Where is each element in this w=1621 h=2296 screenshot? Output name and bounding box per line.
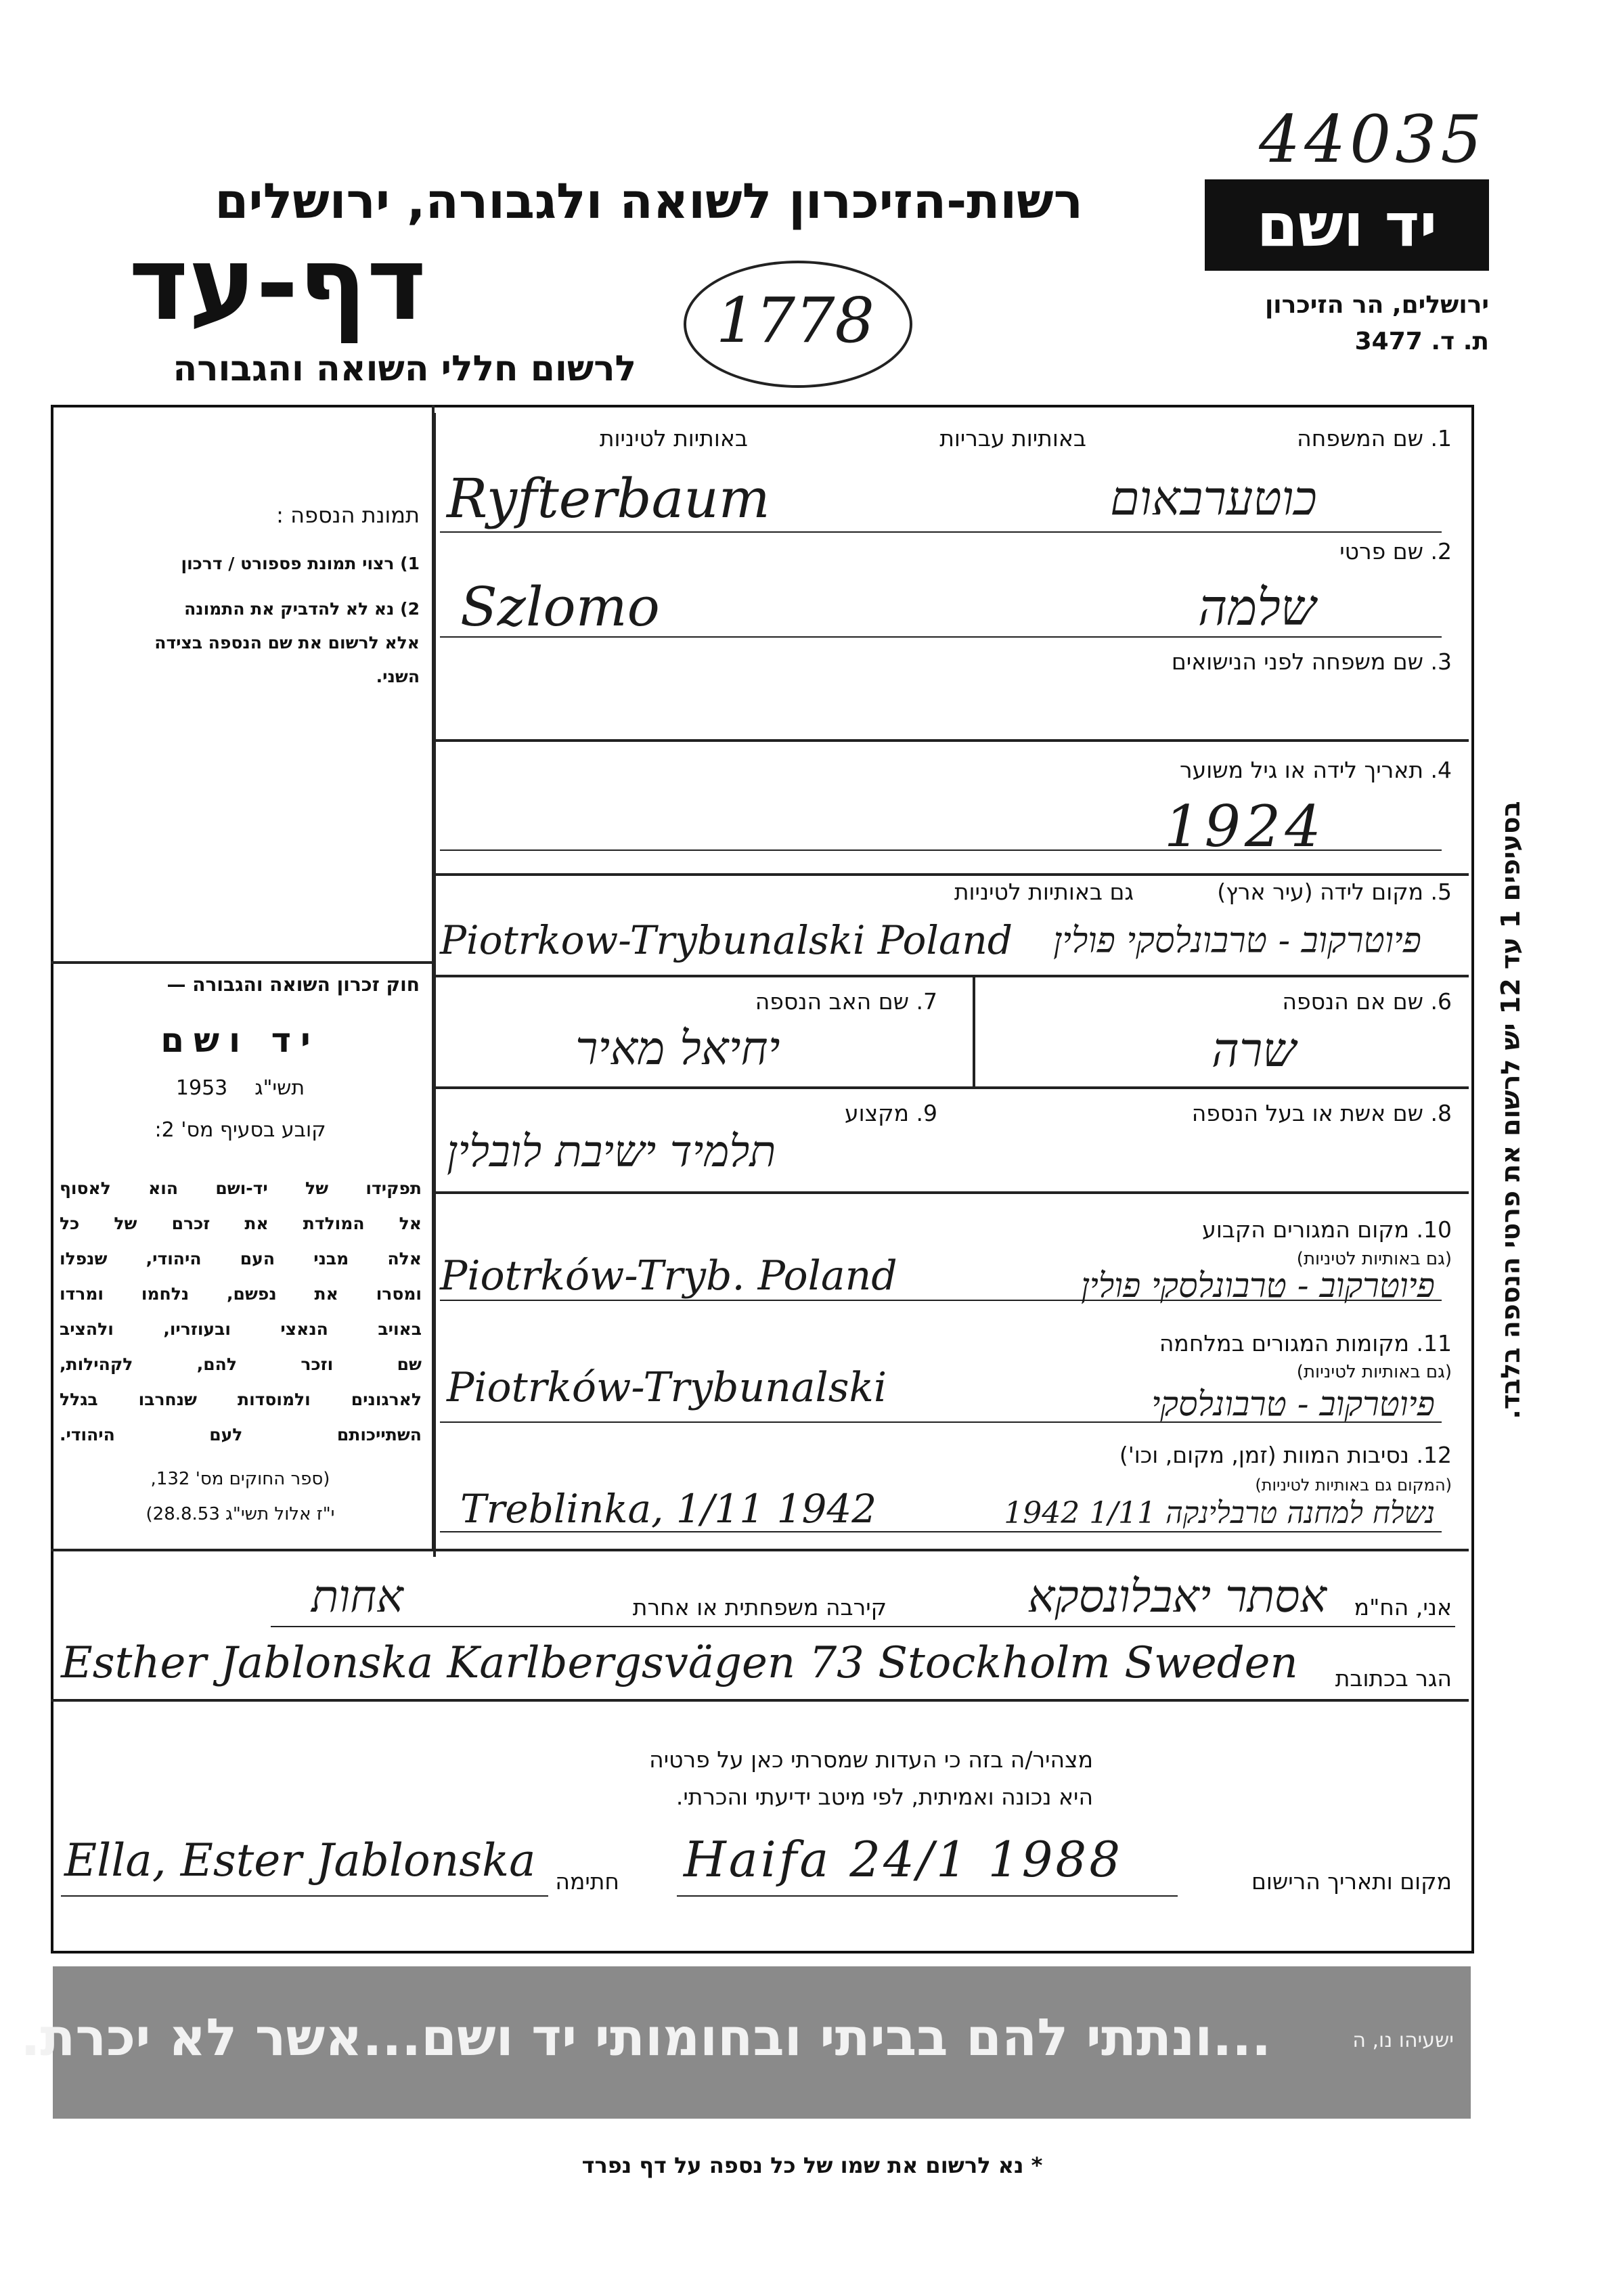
field-2-hebrew-value[interactable]: שלמה [1198,579,1316,637]
law-text-line: שם וזכר להם, לקהילות, [60,1354,422,1374]
law-text-line: אלה מבני העם היהודי, שנפלו [60,1249,422,1268]
field-6-label: 6. שם אם הנספה [1282,988,1452,1015]
field-12-label: 12. נסיבות המוות (זמן, מקום, וכו') [1119,1442,1452,1468]
field-10-value[interactable]: Piotrków-Tryb. Poland [440,1252,897,1300]
field-1-latin-value[interactable]: Ryfterbaum [447,467,770,530]
field-9-value[interactable]: תלמיד ישיבת לובלין [447,1127,776,1177]
address-value[interactable]: Esther Jablonska Karlbergsvägen 73 Stockholm Sweden [61,1638,1298,1688]
logo-text: יד ושם [1256,190,1438,260]
law-name: יד ושם [160,1021,320,1060]
law-year-hebrew: תשי"ג [254,1076,305,1100]
address-sep [51,1699,1469,1702]
org-title: רשות-הזיכרון לשואה ולגבורה, ירושלים [215,173,1083,229]
banner-ref: ישעיהו נו, ה [1352,2029,1454,2052]
field-1-label: 1. שם המשפחה [1297,425,1452,451]
address-line-2: ת. ד. 3477 [1354,328,1489,355]
field-1-hebrew-value[interactable]: כוטערבאום [1110,470,1317,526]
field-12-hebrew-value[interactable]: נשלח למחנה טרבלינקה 1/11 1942 [1004,1496,1435,1530]
banner-text: ...ונתתי להם בביתי ובחומותי יד ושם...אשר לא יכרת. [20,2007,1271,2067]
field-12-header: (המקום גם באותיות לטיניות) [1255,1476,1452,1495]
field-2-latin-value[interactable]: Szlomo [460,575,660,638]
row-sep-8 [433,1191,1469,1194]
law-ref-1: (ספר החוקים מס' 132, [150,1469,330,1489]
declarant-underline [271,1626,1455,1627]
field-4-value[interactable]: 1924 [1164,793,1325,860]
address-line-1: ירושלים, הר הזיכרון [1264,291,1489,319]
field-11-label: 11. מקומות המגורים במלחמה [1159,1330,1452,1356]
row-sep-5 [433,975,1469,977]
field-1-latin-header: באותיות לטיניות [599,425,748,451]
side-note: בסעיפים 1 עד 12 יש לרשום את פרטי הנספה בלבד. [1496,801,1526,1419]
field-grid-left [433,413,436,1557]
field-10-label: 10. מקום המגורים הקבוע [1202,1216,1452,1243]
law-year-row [61,1076,420,1100]
place-date-underline [677,1895,1178,1897]
field-5-hebrew-value[interactable]: פיוטרקוב - טרבונלסקי פולין [1053,921,1421,961]
photo-note-1: 1) רצוי תמונת פספורט / דרכון [181,554,420,573]
form-bottom-sep [51,1549,1469,1551]
row-sep-3 [433,739,1469,742]
signature-value[interactable]: Ella, Ester Jablonska [64,1834,536,1886]
underline-f1 [440,531,1442,533]
field-3-label: 3. שם משפחה לפני הנישואים [1171,648,1452,675]
circled-number: 1778 [715,284,875,357]
photo-title: תמונת הנספה : [276,502,420,528]
field-5-label: 5. מקום לידה (עיר ארץ) [1217,879,1452,905]
field-4-label: 4. תאריך לידה או גיל משוער [1180,757,1452,783]
place-date-label: מקום ותאריך הרישום [1251,1868,1452,1895]
field-10-hebrew-value[interactable]: פיוטרקוב - טרבונלסקי פולין [1081,1266,1435,1305]
field-2-label: 2. שם פרטי [1339,538,1452,565]
declarant-prefix: אני, הח"מ [1354,1594,1452,1620]
photo-note-2c: השני. [376,667,420,686]
field-7-label: 7. שם האב הנספה [755,988,937,1015]
field-11-hebrew-value[interactable]: פיוטרקוב - טרבונלסקי [1151,1384,1435,1423]
law-clause: קובע בסעיף מס' 2: [154,1118,326,1142]
field-7-value[interactable]: יחיאל מאיר [575,1022,780,1076]
field-1-hebrew-header: באותיות עבריות [939,425,1086,451]
form-title: דף-עד [129,225,426,343]
archive-number: 44035 [1259,102,1486,177]
field-11-value[interactable]: Piotrków-Trybunalski [447,1364,887,1411]
law-text [60,1171,422,1453]
col-sep-6-7 [973,975,975,1086]
law-text-line: ומסרו את נפשם, נלחמו ומרדו [60,1284,422,1304]
law-title: חוק זכרון השואה והגבורה — [166,973,420,996]
law-text-line: לארגונים ולמוסדות שנחרבו בגלל [60,1390,422,1409]
footer-note: * נא לרשום את שמו של כל נספה על דף נפרד [581,2152,1043,2178]
field-10-header: (גם באותיות לטיניות) [1296,1249,1452,1269]
relation-label: קירבה משפחתית או אחרת [632,1594,887,1620]
photo-note-2b: אלא לרשום את שם הנספה בצידה [154,633,420,653]
quote-banner [20,1966,1471,2119]
statement-line-1: מצהיר/ה בזה כי העדות שמסרתי כאן על פרטיה [649,1746,1093,1773]
signature-underline [61,1895,548,1897]
row-sep-6 [433,1086,1469,1089]
law-text-line: תפקידו של יד-ושם הוא לאסוף [60,1178,422,1198]
law-text-line: באויב הנאצי ובעוזריו, ולהציב [60,1319,422,1339]
field-5-header: גם באותיות לטיניות [954,879,1134,905]
field-5-value[interactable]: Piotrkow-Trybunalski Poland [440,917,1013,963]
row-sep-4 [433,873,1469,876]
law-text-line: השתייכותם לעם היהודי. [60,1425,422,1444]
signature-label: חתימה [555,1868,619,1895]
yad-vashem-logo [1205,179,1489,271]
relation-value[interactable]: אחות [311,1570,403,1622]
law-ref-2: י"ז אלול תשי"ג 28.8.53) [146,1504,335,1524]
address-label: הגר בכתובת [1335,1665,1452,1692]
field-8-label: 8. שם אשת או בעל הנספה [1191,1100,1452,1126]
declarant-name[interactable]: אסתר יאבלונסקא [1027,1570,1327,1622]
form-subtitle: לרשום חללי השואה והגבורה [173,349,636,389]
photo-note-2a: 2) נא לא להדביק את התמונה [184,599,420,619]
law-text-line: אל המולדת את זכרם של כל [60,1214,422,1233]
law-year: 1953 [175,1076,228,1100]
field-9-label: 9. מקצוע [844,1100,937,1126]
field-12-value[interactable]: Treblinka, 1/11 1942 [460,1486,877,1532]
left-panel-separator [51,961,433,964]
field-6-value[interactable]: שרה [1212,1022,1296,1078]
place-date-value[interactable]: Haifa 24/1 1988 [684,1831,1124,1888]
field-11-header: (גם באותיות לטיניות) [1296,1362,1452,1382]
statement-line-2: היא נכונה ואמיתית, לפי מיטב ידיעתי והכרתי. [675,1784,1093,1810]
